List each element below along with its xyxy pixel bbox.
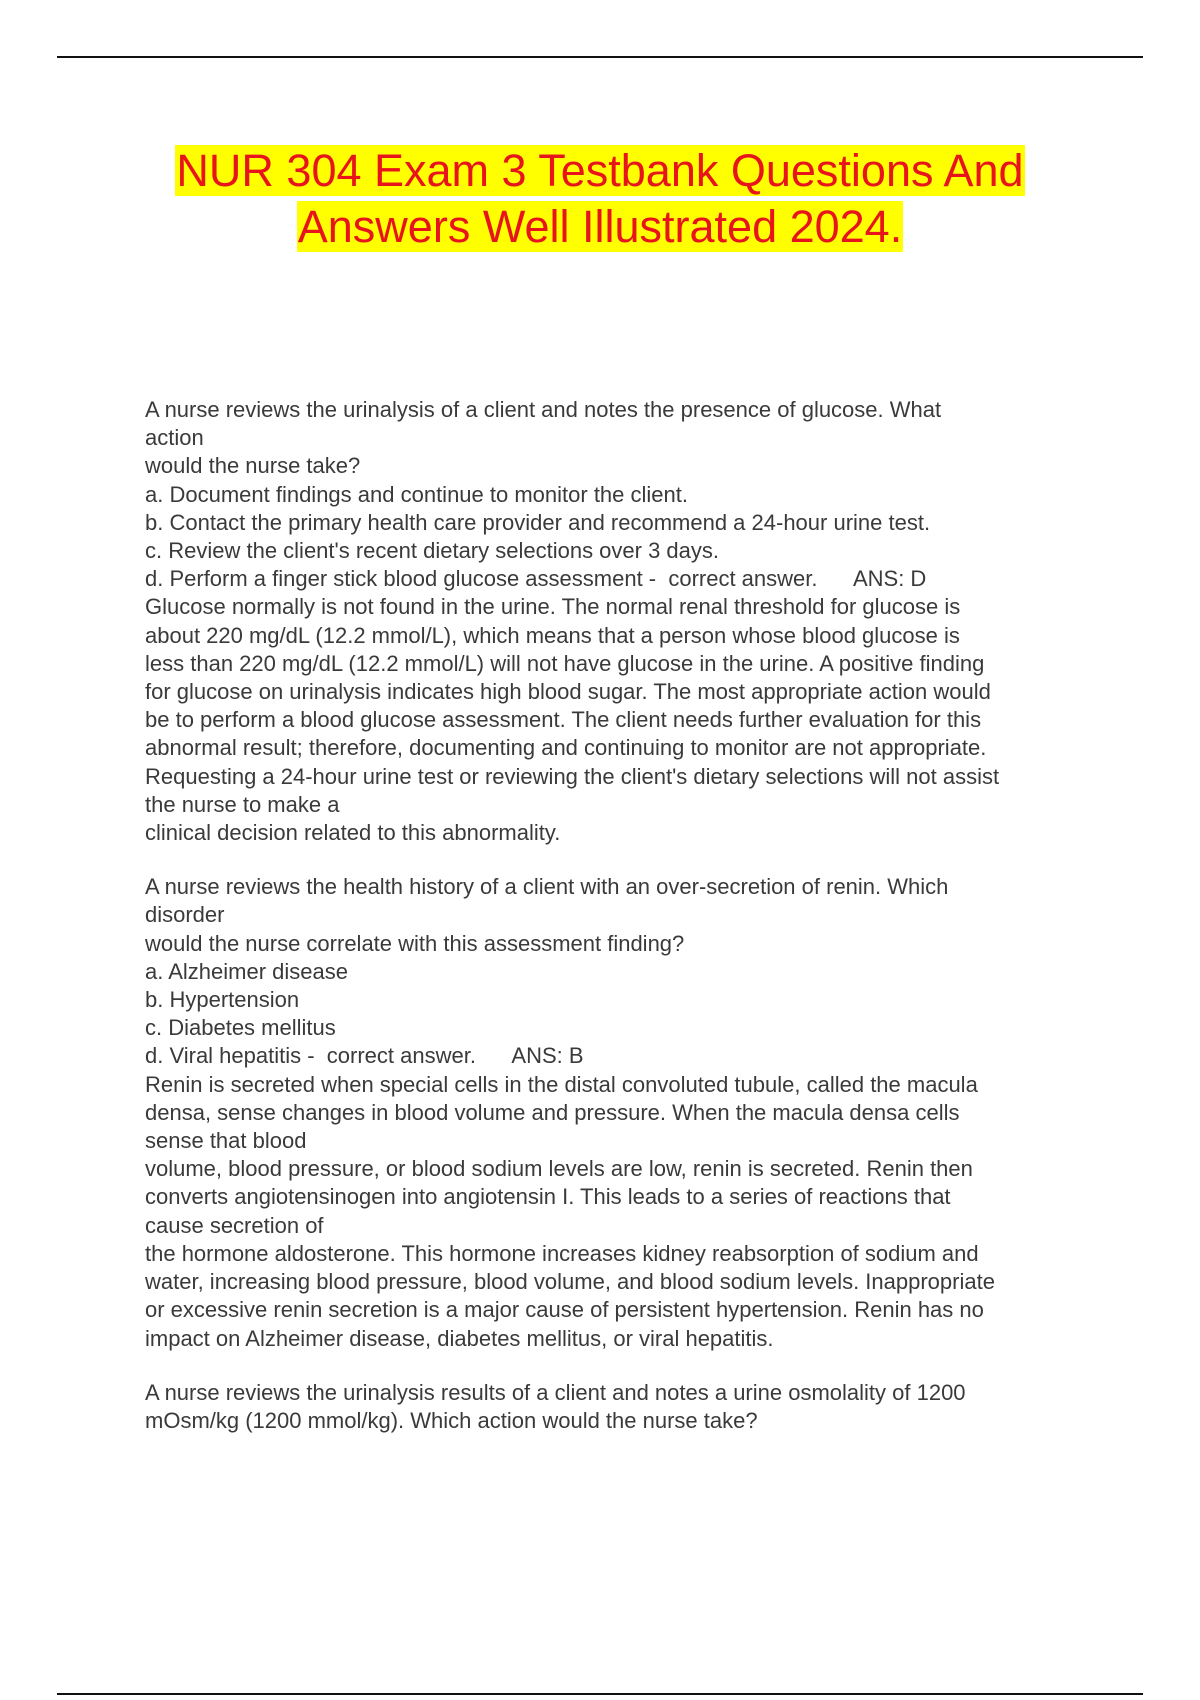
rationale-line: impact on Alzheimer disease, diabetes mellitus, or viral hepatitis. xyxy=(145,1325,774,1351)
top-rule xyxy=(57,56,1143,58)
text-line: A nurse reviews the health history of a client with an over-secretion of renin. Which xyxy=(145,874,949,900)
answer-option-c: c. Diabetes mellitus xyxy=(145,1015,336,1041)
text-line: disorder xyxy=(145,902,225,928)
rationale-line: less than 220 mg/dL (12.2 mmol/L) will not have glucose in the urine. A positive finding xyxy=(145,650,985,676)
paragraph-gap xyxy=(145,1353,1095,1379)
rationale-line: or excessive renin secretion is a major cause of persistent hypertension. Renin has no xyxy=(145,1297,984,1323)
answer-option-d: d. Viral hepatitis - correct answer. ANS: B xyxy=(145,1043,584,1069)
text-line: action xyxy=(145,425,204,451)
answer-option-a: a. Document findings and continue to monitor the client. xyxy=(145,481,688,507)
rationale-line: about 220 mg/dL (12.2 mmol/L), which means that a person whose blood glucose is xyxy=(145,622,960,648)
bottom-rule xyxy=(57,1693,1143,1695)
rationale-line: Renin is secreted when special cells in the distal convoluted tubule, called the macula xyxy=(145,1071,978,1097)
answer-option-a: a. Alzheimer disease xyxy=(145,958,348,984)
text-line: A nurse reviews the urinalysis of a client and notes the presence of glucose. What xyxy=(145,397,942,422)
paragraph-gap xyxy=(145,847,1095,873)
rationale-line: the nurse to make a xyxy=(145,791,340,817)
title-line-1: NUR 304 Exam 3 Testbank Questions And xyxy=(176,145,1024,196)
rationale-line: converts angiotensinogen into angiotensin I. This leads to a series of reactions that xyxy=(145,1184,951,1210)
rationale-line: the hormone aldosterone. This hormone increases kidney reabsorption of sodium and xyxy=(145,1240,979,1266)
rationale-line: abnormal result; therefore, documenting and continuing to monitor are not appropriate. xyxy=(145,735,987,761)
answer-option-c: c. Review the client's recent dietary selections over 3 days. xyxy=(145,538,720,564)
text-line: would the nurse correlate with this assessment finding? xyxy=(145,930,685,956)
document-title xyxy=(100,143,1100,255)
rationale-line: sense that blood xyxy=(145,1128,307,1154)
title-line-2: Answers Well Illustrated 2024. xyxy=(297,201,903,252)
answer-option-d: d. Perform a finger stick blood glucose assessment - correct answer. ANS: D xyxy=(145,566,927,592)
rationale-line: water, increasing blood pressure, blood volume, and blood sodium levels. Inappropriate xyxy=(145,1269,995,1295)
question-1 xyxy=(145,396,1095,847)
rationale-line: Requesting a 24-hour urine test or reviewing the client's dietary selections will not assist xyxy=(145,763,1000,789)
rationale-line: clinical decision related to this abnormality. xyxy=(145,820,561,846)
question-3 xyxy=(145,1379,1095,1435)
rationale-line: cause secretion of xyxy=(145,1212,324,1238)
rationale-line: be to perform a blood glucose assessment. The client needs further evaluation for this xyxy=(145,707,982,733)
rationale-line: Glucose normally is not found in the urine. The normal renal threshold for glucose is xyxy=(145,594,961,620)
text-line: A nurse reviews the urinalysis results of a client and notes a urine osmolality of 1200 xyxy=(145,1379,966,1405)
rationale-line: for glucose on urinalysis indicates high blood sugar. The most appropriate action would xyxy=(145,679,991,705)
answer-option-b: b. Contact the primary health care provider and recommend a 24-hour urine test. xyxy=(145,509,931,535)
document-body xyxy=(145,396,1095,1435)
rationale-line: volume, blood pressure, or blood sodium levels are low, renin is secreted. Renin then xyxy=(145,1156,973,1182)
text-line: mOsm/kg (1200 mmol/kg). Which action would the nurse take? xyxy=(145,1407,758,1433)
answer-option-b: b. Hypertension xyxy=(145,987,300,1013)
text-line: would the nurse take? xyxy=(145,453,361,479)
question-2 xyxy=(145,873,1095,1352)
rationale-line: densa, sense changes in blood volume and pressure. When the macula densa cells xyxy=(145,1099,960,1125)
